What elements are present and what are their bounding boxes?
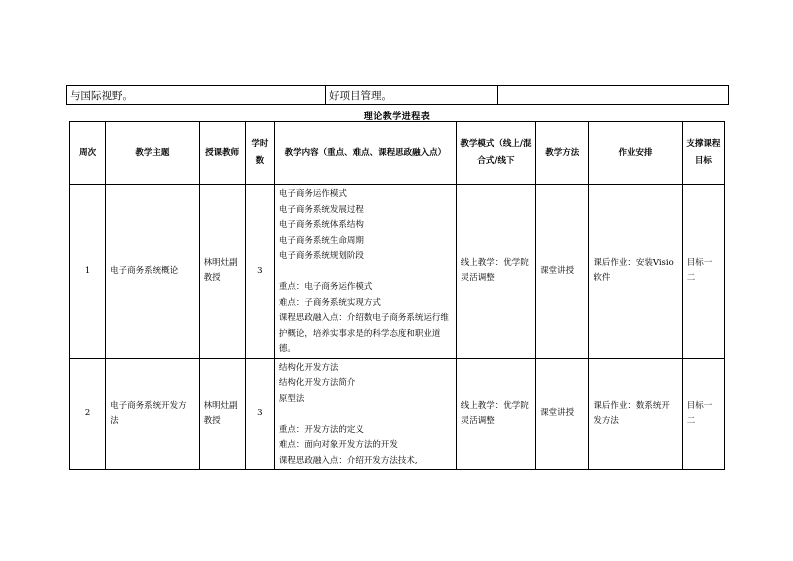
content-item: 电子商务系统生命周期: [278, 235, 364, 246]
hours-cell: 3: [245, 185, 274, 359]
header-goals: 支撑课程目标: [682, 122, 724, 185]
header-hours: 学时数: [245, 122, 274, 185]
header-week: 周次: [70, 122, 106, 185]
content-item: 原型法: [278, 393, 305, 404]
difficulty: 难点：子商务系统实现方式: [278, 297, 381, 308]
mode-cell: 线上教学：优学院灵活调整: [456, 185, 535, 359]
header-mode: 教学模式（线上/混合式/线下: [456, 122, 535, 185]
key-point: 重点：开发方法的定义: [278, 424, 364, 435]
content-item: 电子商务系统发展过程: [278, 204, 364, 215]
content-item: 结构化开发方法简介: [278, 378, 356, 388]
fragment-cell-3: [498, 86, 729, 105]
difficulty: 难点：面向对象开发方法的开发: [278, 440, 398, 450]
header-homework: 作业安排: [589, 122, 682, 185]
goals-cell: 目标一二: [682, 185, 724, 359]
header-topic: 教学主题: [106, 122, 199, 185]
teacher-cell: 林明灶副教授: [199, 185, 245, 359]
ideology-point: 课程思政融入点：介绍开发方法技术,: [278, 455, 418, 466]
section-title: 理论教学进程表: [363, 112, 431, 122]
homework-cell: 课后作业：数系统开发方法: [589, 358, 682, 470]
content-cell: [274, 358, 456, 470]
mode-cell: 线上教学：优学院灵活调整: [456, 358, 535, 470]
content-cell: [274, 185, 456, 359]
header-row: [70, 122, 725, 185]
content-item: 电子商务系统体系结构: [278, 220, 364, 230]
fragment-cell-1: 与国际视野。: [67, 86, 326, 105]
method-cell: 课堂讲授: [536, 185, 589, 359]
homework-cell: 课后作业：安装Visio软件: [589, 185, 682, 359]
header-content: 教学内容（重点、难点、课程思政融入点）: [274, 122, 456, 185]
content-item: 电子商务系统规划阶段: [278, 251, 364, 261]
table-row: [70, 185, 725, 359]
header-method: 教学方法: [536, 122, 589, 185]
content-item: 电子商务运作模式: [278, 189, 347, 199]
goals-cell: 目标一二: [682, 358, 724, 470]
table-row: [67, 86, 729, 105]
teacher-cell: 林明灶副教授: [199, 358, 245, 470]
week-cell: 2: [70, 358, 106, 470]
header-teacher: 授课教师: [199, 122, 245, 185]
method-cell: 课堂讲授: [536, 358, 589, 470]
table-row: [70, 358, 725, 470]
topic-cell: 电子商务系统概论: [106, 185, 199, 359]
content-item: 结构化开发方法: [278, 362, 339, 373]
fragment-cell-2: 好项目管理。: [326, 86, 498, 105]
week-cell: 1: [70, 185, 106, 359]
topic-cell: 电子商务系统开发方法: [106, 358, 199, 470]
teaching-schedule-table: [69, 121, 725, 470]
key-point: 重点：电子商务运作模式: [278, 282, 373, 292]
ideology-point: 课程思政融入点：介绍数电子商务系统运行维护概论，培养实事求是的科学态度和职业道德。: [278, 313, 449, 354]
hours-cell: 3: [245, 358, 274, 470]
previous-page-table-fragment: [66, 85, 729, 105]
